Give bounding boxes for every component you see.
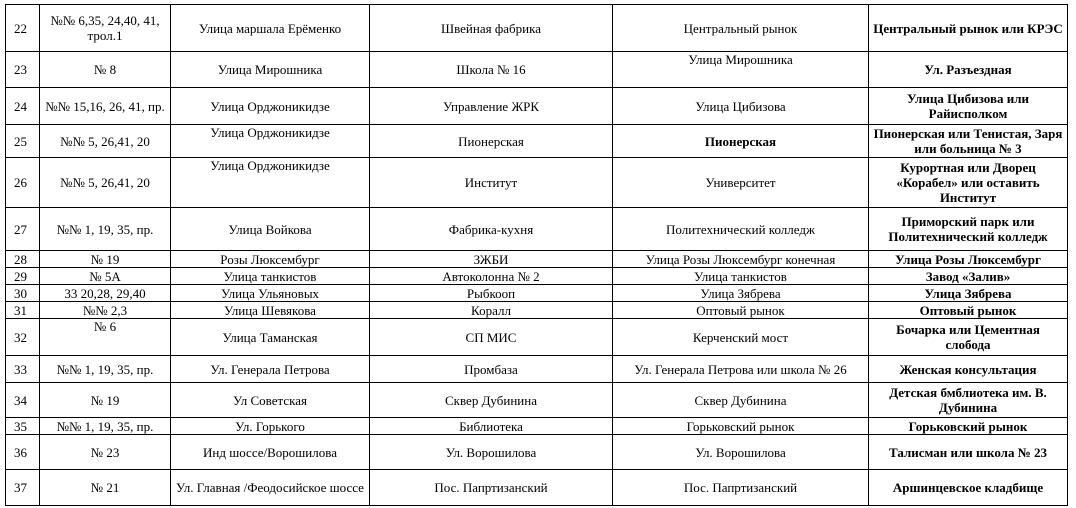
routes-cell: № 21 xyxy=(40,470,171,506)
next-stop-cell: Политехнический колледж xyxy=(613,208,869,251)
current-stop-cell: Управление ЖРК xyxy=(370,88,613,125)
routes-cell: № 8 xyxy=(40,52,171,88)
routes-cell: №№ 2,3 xyxy=(40,302,171,319)
row-number: 37 xyxy=(6,470,40,506)
table-row xyxy=(6,470,1068,506)
row-number: 31 xyxy=(6,302,40,319)
table-row xyxy=(6,435,1068,470)
stops-table-body xyxy=(6,5,1068,506)
current-stop-cell: Пос. Папртизанский xyxy=(370,470,613,506)
street-cell: Ул. Главная /Феодосийское шоссе xyxy=(171,470,370,506)
proposed-name-cell: Аршинцевское кладбище xyxy=(869,470,1068,506)
proposed-name-cell: Пионерская или Тенистая, Заря или больница № 3 xyxy=(869,125,1068,158)
proposed-name-cell: Приморский парк или Политехнический колледж xyxy=(869,208,1068,251)
row-number: 22 xyxy=(6,5,40,52)
current-stop-cell: Библиотека xyxy=(370,418,613,435)
routes-cell: № 5А xyxy=(40,268,171,285)
routes-cell: №№ 5, 26,41, 20 xyxy=(40,125,171,158)
table-row xyxy=(6,285,1068,302)
proposed-name-cell: Улица Розы Люксембург xyxy=(869,251,1068,268)
table-row xyxy=(6,158,1068,208)
street-cell: Улица Орджоникидзе xyxy=(171,88,370,125)
proposed-name-cell: Детская бмблиотека им. В. Дубинина xyxy=(869,383,1068,418)
row-number: 36 xyxy=(6,435,40,470)
routes-cell: №№ 1, 19, 35, пр. xyxy=(40,208,171,251)
row-number: 32 xyxy=(6,319,40,356)
table-row xyxy=(6,52,1068,88)
routes-cell: №№ 1, 19, 35, пр. xyxy=(40,418,171,435)
street-cell: Улица Орджоникидзе xyxy=(171,125,370,158)
street-cell: Улица Ульяновых xyxy=(171,285,370,302)
routes-cell: № 6 xyxy=(40,319,171,356)
current-stop-cell: Коралл xyxy=(370,302,613,319)
table-row xyxy=(6,319,1068,356)
stops-table xyxy=(5,4,1068,506)
row-number: 30 xyxy=(6,285,40,302)
next-stop-cell: Улица Зябрева xyxy=(613,285,869,302)
proposed-name-cell: Улица Цибизова или Райисполком xyxy=(869,88,1068,125)
next-stop-cell: Оптовый рынок xyxy=(613,302,869,319)
next-stop-cell: Сквер Дубинина xyxy=(613,383,869,418)
row-number: 23 xyxy=(6,52,40,88)
next-stop-cell: Центральный рынок xyxy=(613,5,869,52)
proposed-name-cell: Центральный рынок или КРЭС xyxy=(869,5,1068,52)
proposed-name-cell: Горьковский рынок xyxy=(869,418,1068,435)
routes-cell: №№ 1, 19, 35, пр. xyxy=(40,356,171,383)
proposed-name-cell: Оптовый рынок xyxy=(869,302,1068,319)
next-stop-cell: Улица Мирошника xyxy=(613,52,869,88)
next-stop-cell: Университет xyxy=(613,158,869,208)
current-stop-cell: ЗЖБИ xyxy=(370,251,613,268)
proposed-name-cell: Улица Зябрева xyxy=(869,285,1068,302)
table-row xyxy=(6,251,1068,268)
current-stop-cell: Институт xyxy=(370,158,613,208)
routes-cell: №№ 15,16, 26, 41, пр. xyxy=(40,88,171,125)
next-stop-cell: Улица Розы Люксембург конечная xyxy=(613,251,869,268)
current-stop-cell: Фабрика-кухня xyxy=(370,208,613,251)
routes-cell: № 23 xyxy=(40,435,171,470)
table-row xyxy=(6,418,1068,435)
street-cell: Ул. Горького xyxy=(171,418,370,435)
next-stop-cell: Керченский мост xyxy=(613,319,869,356)
routes-cell: №№ 6,35, 24,40, 41, трол.1 xyxy=(40,5,171,52)
proposed-name-cell: Курортная или Дворец «Корабел» или оставить Институт xyxy=(869,158,1068,208)
row-number: 33 xyxy=(6,356,40,383)
next-stop-cell: Ул. Генерала Петрова или школа № 26 xyxy=(613,356,869,383)
street-cell: Ул. Генерала Петрова xyxy=(171,356,370,383)
table-row xyxy=(6,356,1068,383)
proposed-name-cell: Талисман или школа № 23 xyxy=(869,435,1068,470)
current-stop-cell: Школа № 16 xyxy=(370,52,613,88)
street-cell: Ул Советская xyxy=(171,383,370,418)
row-number: 35 xyxy=(6,418,40,435)
street-cell: Улица Таманская xyxy=(171,319,370,356)
row-number: 34 xyxy=(6,383,40,418)
proposed-name-cell: Женская консультация xyxy=(869,356,1068,383)
street-cell: Инд шоссе/Ворошилова xyxy=(171,435,370,470)
table-row xyxy=(6,5,1068,52)
routes-cell: № 19 xyxy=(40,251,171,268)
row-number: 29 xyxy=(6,268,40,285)
current-stop-cell: Пионерская xyxy=(370,125,613,158)
table-row xyxy=(6,383,1068,418)
street-cell: Розы Люксембург xyxy=(171,251,370,268)
row-number: 27 xyxy=(6,208,40,251)
current-stop-cell: Сквер Дубинина xyxy=(370,383,613,418)
row-number: 28 xyxy=(6,251,40,268)
current-stop-cell: Промбаза xyxy=(370,356,613,383)
next-stop-cell: Ул. Ворошилова xyxy=(613,435,869,470)
routes-cell: № 19 xyxy=(40,383,171,418)
street-cell: Улица танкистов xyxy=(171,268,370,285)
routes-cell: 33 20,28, 29,40 xyxy=(40,285,171,302)
next-stop-cell: Улица Цибизова xyxy=(613,88,869,125)
next-stop-cell: Улица танкистов xyxy=(613,268,869,285)
current-stop-cell: Ул. Ворошилова xyxy=(370,435,613,470)
street-cell: Улица Мирошника xyxy=(171,52,370,88)
street-cell: Улица Войкова xyxy=(171,208,370,251)
table-row xyxy=(6,208,1068,251)
next-stop-cell: Горьковский рынок xyxy=(613,418,869,435)
row-number: 24 xyxy=(6,88,40,125)
routes-cell: №№ 5, 26,41, 20 xyxy=(40,158,171,208)
street-cell: Улица Орджоникидзе xyxy=(171,158,370,208)
current-stop-cell: Рыбкооп xyxy=(370,285,613,302)
row-number: 26 xyxy=(6,158,40,208)
proposed-name-cell: Завод «Залив» xyxy=(869,268,1068,285)
current-stop-cell: Автоколонна № 2 xyxy=(370,268,613,285)
street-cell: Улица Шевякова xyxy=(171,302,370,319)
table-row xyxy=(6,88,1068,125)
next-stop-cell: Пионерская xyxy=(613,125,869,158)
current-stop-cell: СП МИС xyxy=(370,319,613,356)
table-row xyxy=(6,268,1068,285)
table-row xyxy=(6,302,1068,319)
proposed-name-cell: Ул. Разъездная xyxy=(869,52,1068,88)
proposed-name-cell: Бочарка или Цементная слобода xyxy=(869,319,1068,356)
table-row xyxy=(6,125,1068,158)
current-stop-cell: Швейная фабрика xyxy=(370,5,613,52)
next-stop-cell: Пос. Папртизанский xyxy=(613,470,869,506)
street-cell: Улица маршала Ерёменко xyxy=(171,5,370,52)
row-number: 25 xyxy=(6,125,40,158)
